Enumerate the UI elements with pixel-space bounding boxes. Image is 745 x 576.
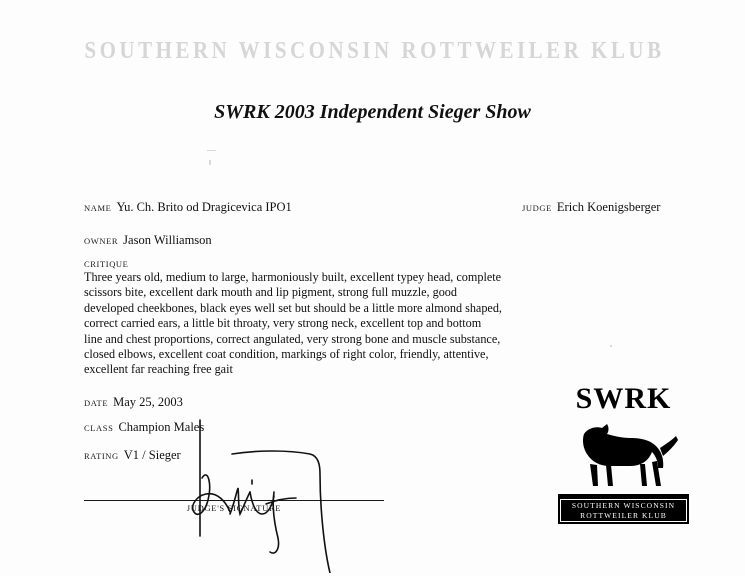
judge-field-row — [522, 198, 660, 216]
class-label: CLASS — [84, 423, 114, 433]
date-field-row — [84, 393, 183, 411]
scan-artifact — [610, 345, 612, 347]
critique-text: Three years old, medium to large, harmoniously built, excellent typey head, complete scissors bite, excellent dark mouth and lip pigment, strong full muzzle, good developed cheekbones, black eyes well set but should be a little more almond shaped, correct carried ears, a little bit throaty, very strong neck, excellent top and bottom line and chest proportions, correct angulated, very strong bone and muscle substance, closed elbows, excellent coat condition, markings of right color, friendly, attentive, excellent far reaching free gait — [84, 270, 502, 377]
signature-line — [84, 500, 384, 501]
class-value: Champion Males — [118, 420, 205, 434]
date-label: DATE — [84, 398, 109, 408]
rottweiler-silhouette-icon — [566, 418, 681, 490]
logo-banner-line1: SOUTHERN WISCONSIN — [571, 501, 676, 510]
rating-value: V1 / Sieger — [123, 448, 181, 462]
critique-label: CRITIQUE — [84, 259, 129, 269]
rating-label: RATING — [84, 451, 119, 461]
owner-value: Jason Williamson — [123, 233, 212, 247]
swrk-wordmark: SWRK — [575, 382, 672, 415]
owner-label: OWNER — [84, 236, 119, 246]
handwritten-signature — [178, 418, 398, 573]
name-value: Yu. Ch. Brito od Dragicevica IPO1 — [116, 200, 292, 214]
owner-field-row — [84, 231, 212, 249]
rating-field-row — [84, 446, 181, 464]
name-field-row — [84, 198, 292, 216]
signature-caption: JUDGE'S SIGNATURE — [186, 503, 282, 513]
faded-letterhead-text: SOUTHERN WISCONSIN ROTTWEILER KLUB — [84, 36, 665, 64]
logo-banner-line2: ROTTWEILER KLUB — [580, 510, 667, 520]
class-field-row — [84, 418, 204, 436]
scan-artifact — [207, 150, 216, 151]
judge-value: Erich Koenigsberger — [556, 200, 661, 214]
swrk-logo — [556, 382, 691, 532]
page-title: SWRK 2003 Independent Sieger Show — [214, 101, 531, 123]
logo-banner — [558, 494, 689, 524]
date-value: May 25, 2003 — [113, 395, 183, 409]
judge-label: JUDGE — [522, 203, 552, 213]
scan-artifact — [209, 160, 211, 165]
name-label: NAME — [84, 203, 112, 213]
